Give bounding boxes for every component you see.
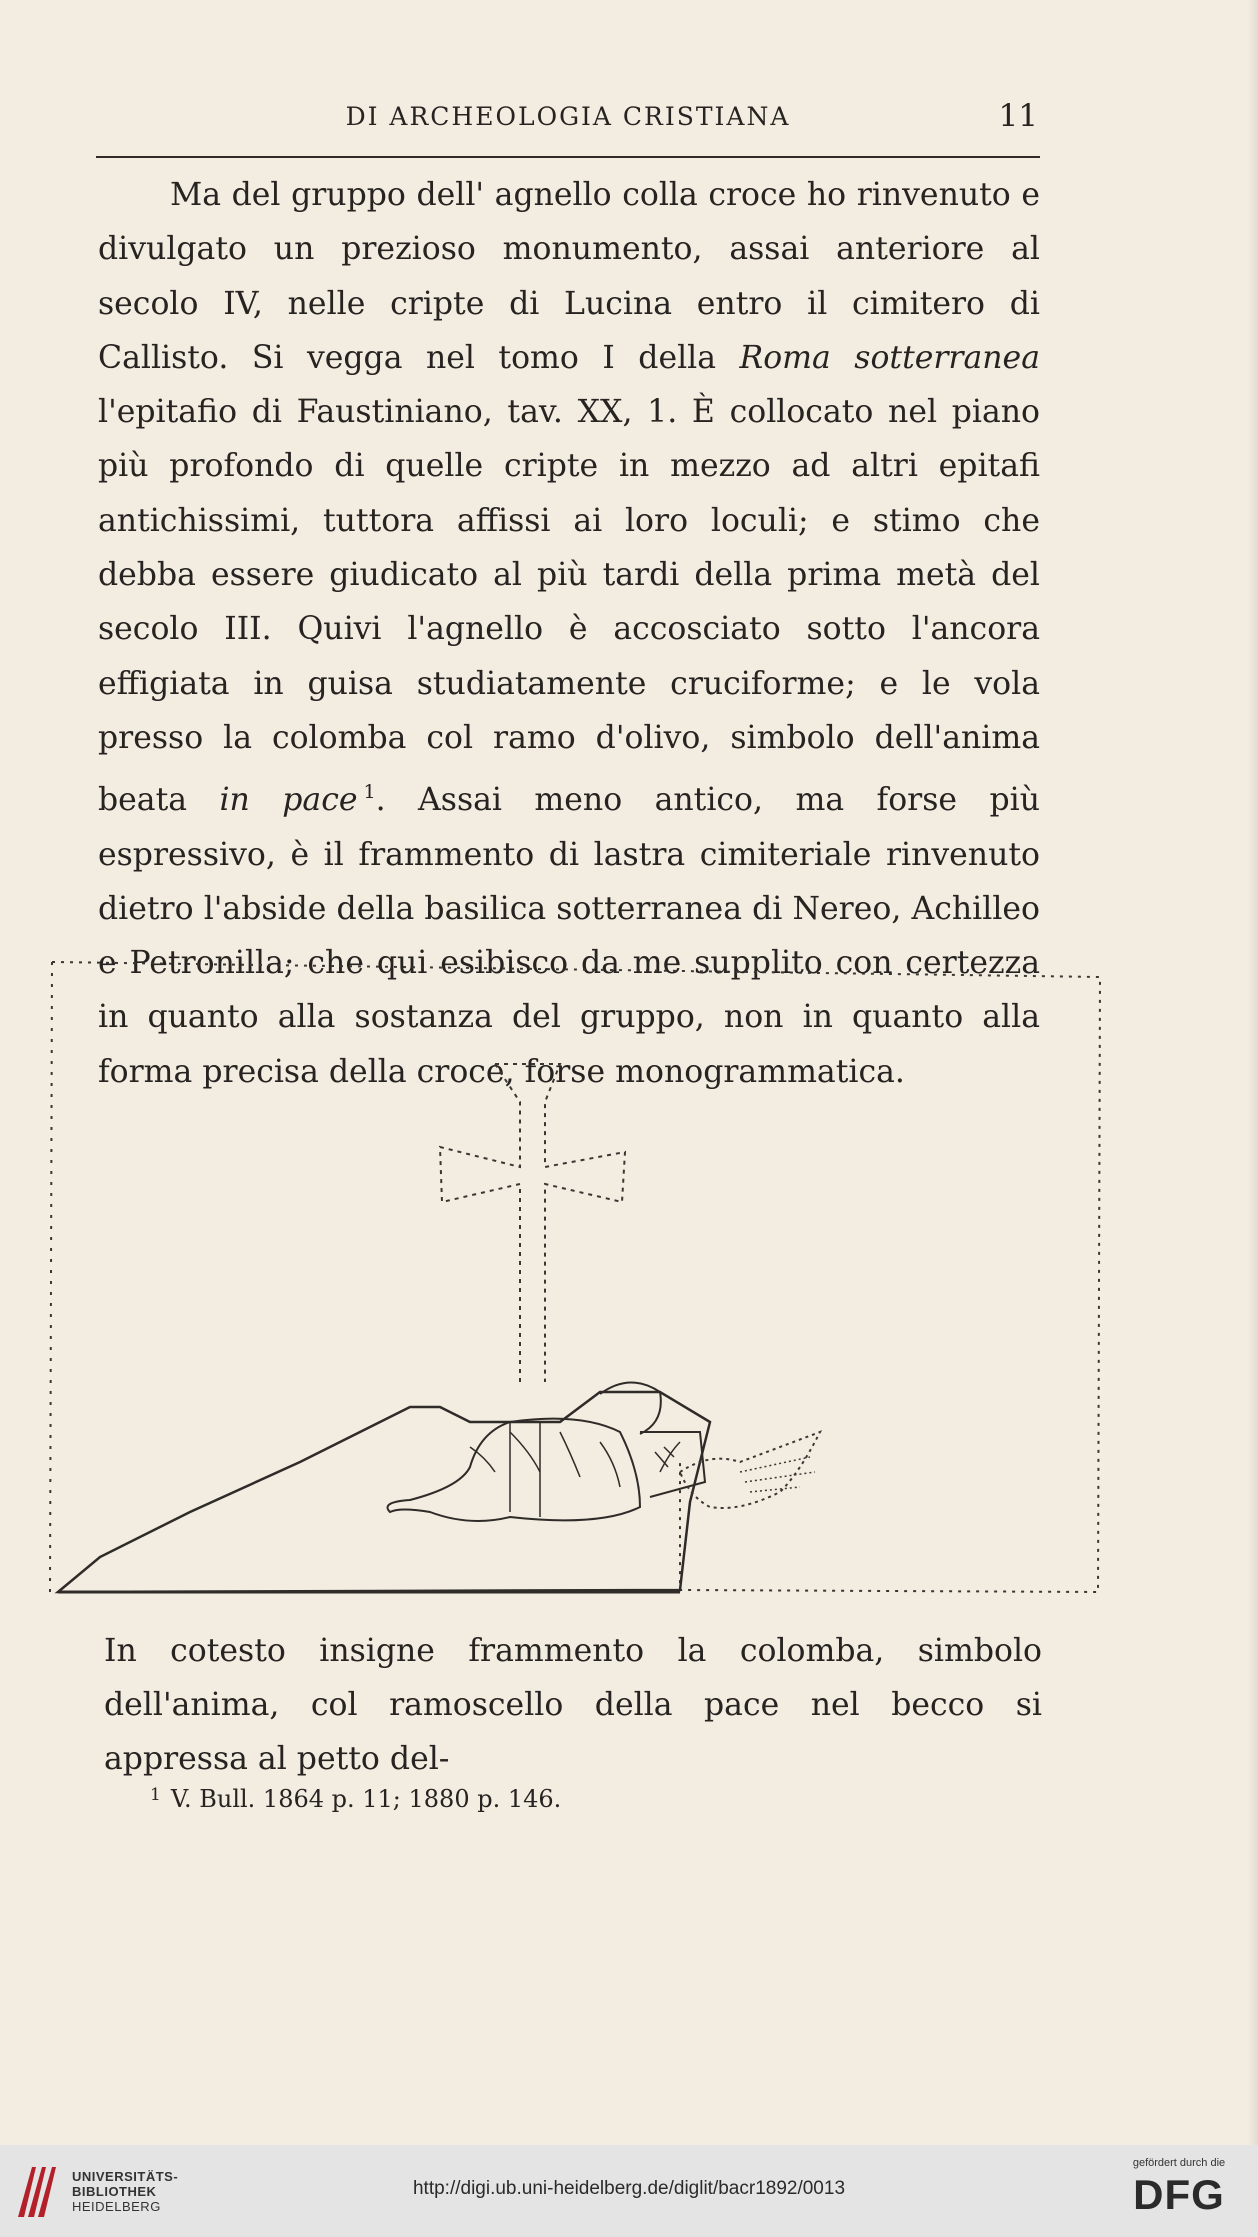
slab-restoration-outline bbox=[52, 962, 1100, 1592]
illustration-drawing bbox=[40, 952, 1110, 1602]
funder-block bbox=[1114, 2157, 1244, 2217]
running-title: DI ARCHEOLOGIA CRISTIANA bbox=[345, 102, 791, 131]
fragment-illustration bbox=[40, 952, 1110, 1602]
page-edge-shadow bbox=[1248, 0, 1258, 2145]
running-head bbox=[96, 98, 1040, 138]
slab-left-dotted-edge bbox=[50, 962, 52, 1592]
header-rule bbox=[96, 156, 1040, 158]
fragment-outline bbox=[58, 1392, 710, 1592]
paragraph-text-part-2: l'epitafio di Faustiniano, tav. XX, 1. È collocato nel piano più profondo di quelle cripte in mezzo ad altri epitafi antichissimi, tuttora affissi ai loro loculi; e stimo che debba essere giudicato al più tardi della prima metà del secolo III. Quivi l'agnello è accosciato sotto l'ancora effigiata in guisa studiatamente cruciforme; e le vola presso la colomba col ramo d'olivo, simbolo dell'anima beata bbox=[98, 394, 1040, 819]
footnote-mark: 1 bbox=[150, 1785, 161, 1805]
paragraph-text-part-1: Ma del gruppo dell' agnello colla croce ho rinvenuto e divulgato un prezioso monumento, assai anteriore al secolo IV, nelle cripte di Lucina entro il cimitero di Callisto. Si vegga nel tomo I della bbox=[98, 177, 1040, 376]
book-or-banner bbox=[640, 1432, 705, 1497]
footnote-text: V. Bull. 1864 p. 11; 1880 p. 146. bbox=[170, 1785, 562, 1813]
funded-by-label: gefördert durch die bbox=[1132, 2157, 1226, 2169]
lamb-body bbox=[388, 1419, 641, 1521]
dfg-logo: DFG bbox=[1133, 2171, 1225, 2218]
italic-phrase: in pace bbox=[219, 782, 358, 819]
second-paragraph: In cotesto insigne frammento la colomba, simbolo dell'anima, col ramoscello della pace nel becco si appressa al petto del- bbox=[104, 1633, 1042, 1777]
italic-book-title: Roma sotterranea bbox=[739, 339, 1040, 376]
library-name-line-1: UNIVERSITÄTS- bbox=[72, 2169, 179, 2184]
paragraph-text-part-3: . Assai meno antico, ma forse più espressivo, è il frammento di lastra cimiteriale rinvenuto dietro l'abside della basilica sotterranea di Nereo, Achilleo e Petronilla; che qui esibisco da me supplito con certezza in quanto alla sostanza del gruppo, non in quanto alla forma precisa della croce, forse monogrammatica. bbox=[98, 782, 1040, 1090]
library-name-line-3: HEIDELBERG bbox=[72, 2199, 161, 2214]
library-name-line-2: BIBLIOTHEK bbox=[72, 2184, 157, 2199]
footnote-reference: 1 bbox=[363, 781, 376, 804]
digitization-footer bbox=[0, 2145, 1258, 2237]
page-number: 11 bbox=[998, 98, 1038, 134]
footnote bbox=[150, 1779, 1030, 1815]
lamb-fleece bbox=[470, 1432, 620, 1487]
olive-branch bbox=[655, 1442, 680, 1472]
permalink-url[interactable]: http://digi.ub.uni-heidelberg.de/diglit/bacr1892/0013 bbox=[412, 2178, 846, 2199]
cross-outline-right bbox=[495, 1064, 625, 1382]
cross-outline-left bbox=[440, 1064, 520, 1382]
